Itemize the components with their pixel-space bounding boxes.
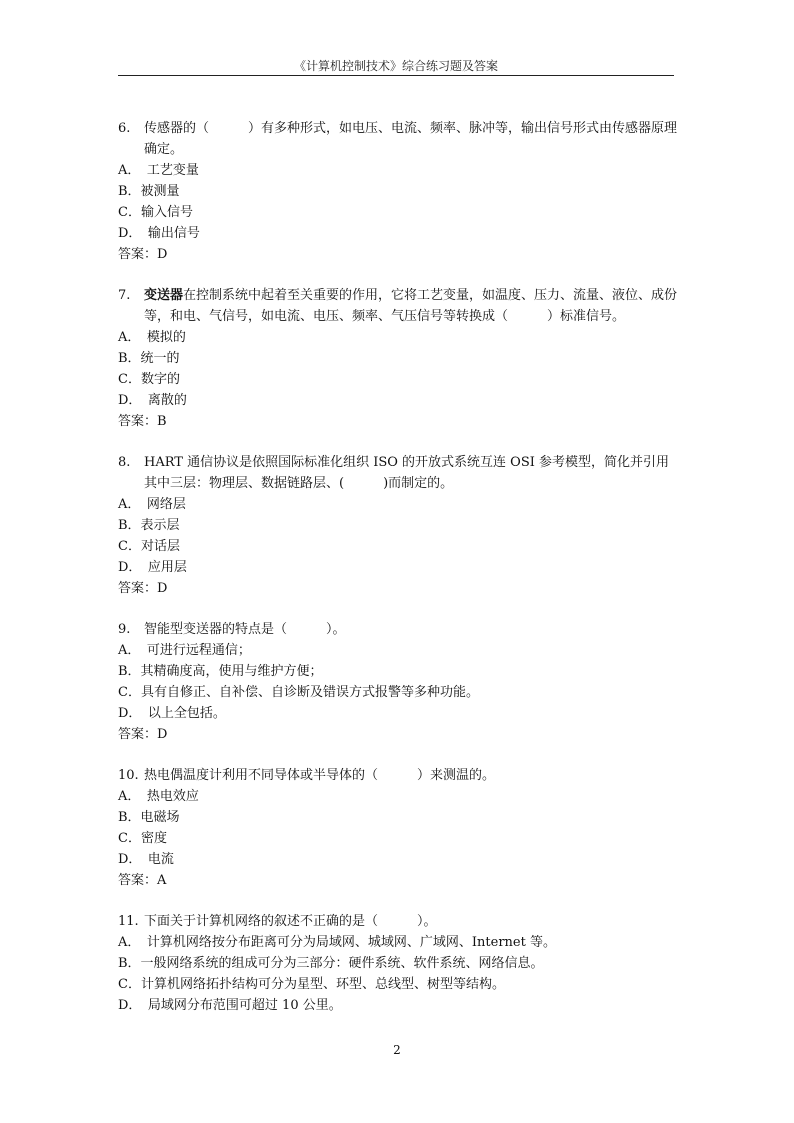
option-d: D． 离散的 (118, 393, 187, 408)
option-a: A． 计算机网络按分布距离可分为局域网、城域网、广域网、Internet 等。 (118, 935, 556, 950)
option-d: D． 输出信号 (118, 226, 200, 241)
question-text: HART 通信协议是依照国际标准化组织 ISO 的开放式系统互连 OSI 参考模型，简化并引用其中三层：物理层、数据链路层、( )而制定的。 (144, 455, 670, 491)
page-header-title: 《计算机控制技术》综合练习题及答案 (293, 59, 498, 73)
option-b: B．电磁场 (118, 810, 180, 825)
page-number: 2 (393, 1043, 401, 1057)
option-d: D． 电流 (118, 852, 174, 867)
option-d: D． 以上全包括。 (118, 706, 226, 721)
option-c: C．对话层 (118, 539, 180, 554)
question-text: 下面关于计算机网络的叙述不正确的是（ ）。 (144, 914, 437, 929)
option-c: C．计算机网络拓扑结构可分为星型、环型、总线型、树型等结构。 (118, 977, 505, 992)
answer: 答案：D (118, 581, 168, 596)
question-text: 热电偶温度计利用不同导体或半导体的（ ）来测温的。 (144, 768, 496, 783)
option-a: A． 模拟的 (118, 330, 186, 345)
header-rule (118, 75, 674, 76)
option-a: A． 工艺变量 (118, 163, 199, 178)
questions-container (118, 118, 678, 1036)
option-a: A． 热电效应 (118, 789, 199, 804)
question-number: 11. (118, 914, 139, 929)
question-number: 10. (118, 768, 139, 783)
answer: 答案：D (118, 727, 168, 742)
question-number: 8. (118, 455, 131, 470)
question-text: 智能型变送器的特点是（ ）。 (144, 622, 346, 637)
question-7 (118, 285, 678, 432)
option-c: C．数字的 (118, 372, 180, 387)
answer: 答案：D (118, 247, 168, 262)
option-b: B．统一的 (118, 351, 180, 366)
option-b: B．其精确度高，使用与维护方便； (118, 664, 323, 679)
option-c: C．密度 (118, 831, 167, 846)
question-number: 9. (118, 622, 131, 637)
option-a: A． 可进行远程通信； (118, 643, 251, 658)
question-11 (118, 911, 678, 1016)
question-number: 6. (118, 121, 131, 136)
question-8 (118, 452, 678, 599)
option-c: C．具有自修正、自补偿、自诊断及错误方式报警等多种功能。 (118, 685, 479, 700)
option-b: B．被测量 (118, 184, 180, 199)
option-b: B．一般网络系统的组成可分为三部分：硬件系统、软件系统、网络信息。 (118, 956, 544, 971)
option-a: A． 网络层 (118, 497, 186, 512)
question-6 (118, 118, 678, 265)
question-term: 变送器 (144, 288, 184, 303)
question-text (144, 285, 678, 327)
answer: 答案：B (118, 414, 167, 429)
question-text-body: 在控制系统中起着至关重要的作用，它将工艺变量，如温度、压力、流量、液位、成份等，和电、气信号，如电流、电压、频率、气压信号等转换成（ ）标准信号。 (144, 288, 678, 324)
question-number: 7. (118, 288, 131, 303)
answer: 答案：A (118, 873, 167, 888)
option-b: B．表示层 (118, 518, 180, 533)
question-10 (118, 765, 678, 891)
option-d: D． 局域网分布范围可超过 10 公里。 (118, 998, 342, 1013)
option-d: D． 应用层 (118, 560, 187, 575)
option-c: C．输入信号 (118, 205, 193, 220)
question-9 (118, 619, 678, 745)
question-text: 传感器的（ ）有多种形式，如电压、电流、频率、脉冲等，输出信号形式由传感器原理确定。 (144, 121, 678, 157)
